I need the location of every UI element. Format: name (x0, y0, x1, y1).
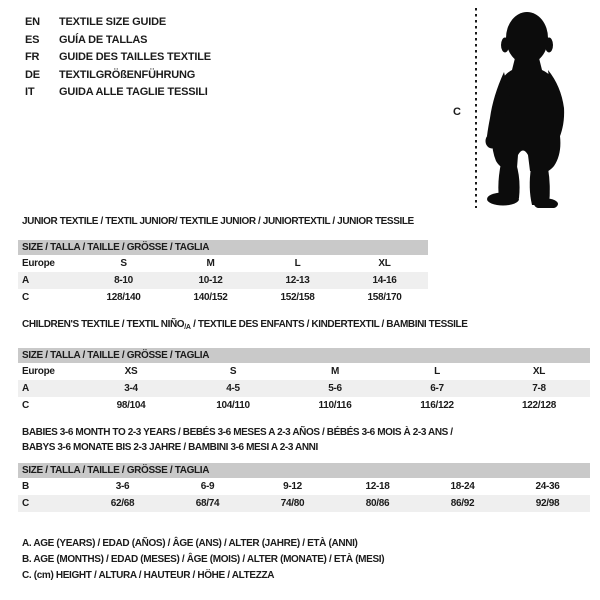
children-table (18, 348, 590, 414)
legend-line-b: B. AGE (MONTHS) / EDAD (MESES) / ÂGE (MOIS) / ALTER (MONATE) / ETÀ (MESI) (22, 554, 385, 565)
language-code: DE (25, 68, 40, 81)
cell: 5-6 (328, 383, 342, 394)
cell: 140/152 (193, 292, 228, 303)
cell: 62/68 (110, 498, 135, 509)
cell: 7-8 (532, 383, 546, 394)
cell: 68/74 (195, 498, 220, 509)
legend-line-c: C. (cm) HEIGHT / ALTURA / HAUTEUR / HÖHE / ALTEZZA (22, 570, 275, 581)
children-size-table (18, 363, 590, 414)
language-code: ES (25, 33, 40, 46)
junior-title: JUNIOR TEXTILE / TEXTIL JUNIOR/ TEXTILE JUNIOR / JUNIORTEXTIL / JUNIOR TESSILE (22, 216, 414, 227)
babies-size-table (18, 478, 590, 512)
cell: 24-36 (535, 481, 560, 492)
cell: 3-4 (124, 383, 138, 394)
language-label: GUIDA ALLE TAGLIE TESSILI (59, 86, 208, 98)
language-label: TEXTILGRÖßENFÜHRUNG (59, 68, 196, 81)
row-label: Europe (22, 258, 55, 269)
junior-table (18, 240, 428, 306)
cell: 80/86 (365, 498, 390, 509)
cell: 3-6 (115, 481, 130, 492)
size-header-bar: SIZE / TALLA / TAILLE / GRÖSSE / TAGLIA (18, 463, 590, 478)
babies-title (22, 425, 453, 455)
row-label: C (22, 292, 29, 303)
language-label: GUIDE DES TAILLES TEXTILE (59, 51, 211, 63)
babies-table (18, 463, 590, 512)
cell: 92/98 (535, 498, 560, 509)
babies-title-line1: BABIES 3-6 MONTH TO 2-3 YEARS / BEBÉS 3-6 MESES A 2-3 AÑOS / BÉBÉS 3-6 MOIS À 2-3 ANS / (22, 427, 453, 438)
table-row-a (18, 380, 590, 397)
row-label: C (22, 498, 29, 509)
cell: 18-24 (450, 481, 475, 492)
language-row-es (25, 32, 211, 50)
language-label: GUÍA DE TALLAS (59, 33, 148, 46)
language-row-en (25, 14, 211, 32)
row-label: A (22, 383, 29, 394)
cell: 152/158 (280, 292, 315, 303)
children-title (22, 319, 468, 334)
cell: 6-7 (430, 383, 444, 394)
cell: 14-16 (372, 275, 397, 286)
row-label: Europe (22, 366, 55, 377)
baby-silhouette-icon (482, 8, 566, 208)
language-row-fr (25, 49, 211, 67)
title-subscript: /A (184, 324, 191, 331)
language-list (25, 14, 211, 102)
column-header: S (229, 366, 237, 377)
table-row-c (18, 397, 590, 414)
cell: 128/140 (106, 292, 141, 303)
language-label: TEXTILE SIZE GUIDE (59, 16, 167, 28)
column-header: XL (532, 366, 546, 377)
cell: 122/128 (521, 400, 557, 411)
size-header-bar: SIZE / TALLA / TAILLE / GRÖSSE / TAGLIA (18, 348, 590, 363)
language-code: IT (25, 86, 35, 98)
column-header: S (120, 258, 127, 269)
cell: 86/92 (450, 498, 475, 509)
cell: 74/80 (280, 498, 305, 509)
cell: 116/122 (420, 400, 454, 411)
cell: 8-10 (114, 275, 133, 286)
table-row-europe (18, 363, 590, 380)
cell: 104/110 (216, 400, 250, 411)
cell: 12-18 (365, 481, 390, 492)
size-header-bar: SIZE / TALLA / TAILLE / GRÖSSE / TAGLIA (18, 240, 428, 255)
cell: 158/170 (367, 292, 402, 303)
column-header: L (434, 366, 440, 377)
cell: 10-12 (198, 275, 223, 286)
row-label: C (22, 400, 29, 411)
table-row-b (18, 478, 590, 495)
column-header: XL (378, 258, 391, 269)
language-row-it (25, 84, 211, 102)
column-header: M (330, 366, 340, 377)
cell: 9-12 (283, 481, 302, 492)
table-row-europe (18, 255, 428, 272)
language-code: EN (25, 16, 40, 28)
legend-line-a: A. AGE (YEARS) / EDAD (AÑOS) / ÂGE (ANS) / ALTER (JAHRE) / ETÀ (ANNI) (22, 538, 358, 549)
cell: 12-13 (285, 275, 310, 286)
table-row-c (18, 495, 590, 512)
row-label: A (22, 275, 29, 286)
legend (22, 536, 384, 584)
column-header: L (294, 258, 301, 269)
column-header: M (206, 258, 215, 269)
row-label: B (22, 481, 29, 492)
language-row-de (25, 67, 211, 85)
cell: 6-9 (200, 481, 215, 492)
language-code: FR (25, 51, 40, 63)
column-header: XS (124, 366, 138, 377)
cell: 98/104 (116, 400, 146, 411)
height-measure-label: C (453, 106, 461, 118)
babies-title-line2: BABYS 3-6 MONATE BIS 2-3 JAHRE / BAMBINI 3-6 MESI A 2-3 ANNI (22, 442, 318, 453)
title-text: CHILDREN'S TEXTILE / TEXTIL NIÑO (22, 319, 185, 330)
cell: 4-5 (226, 383, 240, 394)
title-text: / TEXTILE DES ENFANTS / KINDERTEXTIL / BAMBINI TESSILE (190, 319, 468, 330)
height-measure-dotted-line (475, 8, 477, 208)
table-row-c (18, 289, 428, 306)
junior-size-table (18, 255, 428, 306)
table-row-a (18, 272, 428, 289)
cell: 110/116 (318, 400, 352, 411)
